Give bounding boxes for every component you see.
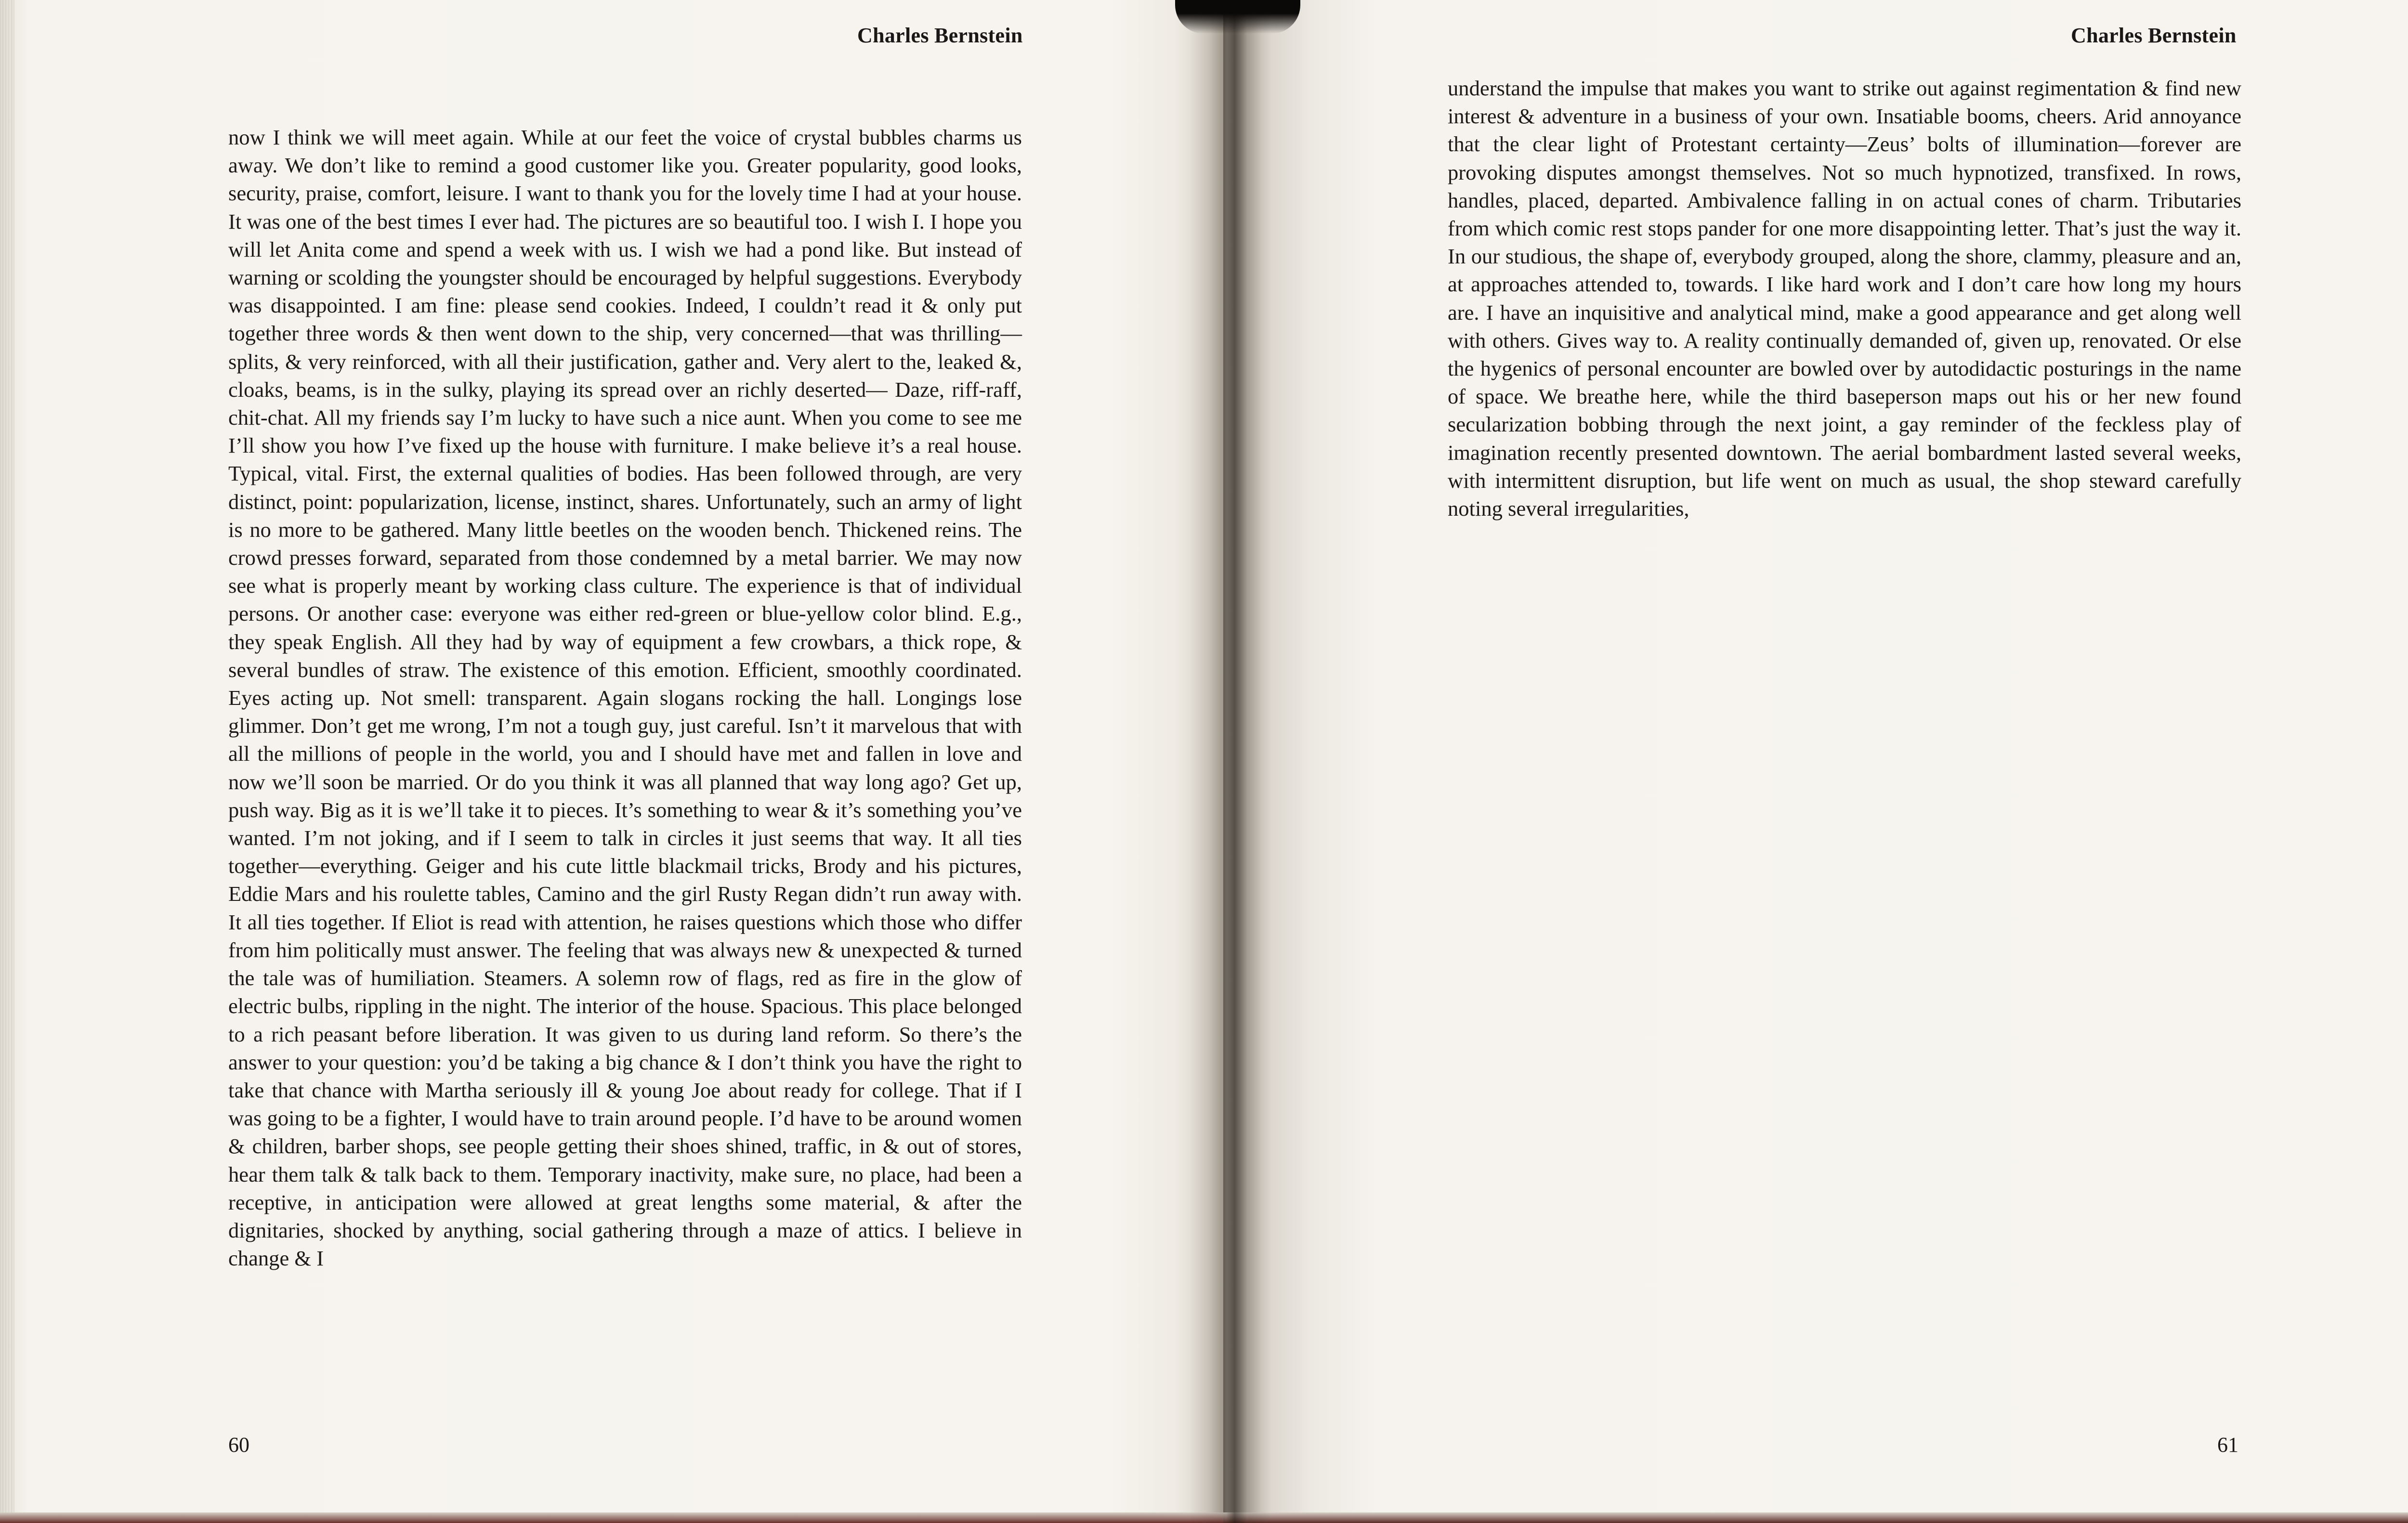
page-edge bbox=[0, 0, 14, 1523]
right-page-body-text: understand the impulse that makes you want to strike out against regimentation & find new interest & adventure in a business of your own. Insatiable booms, cheers. Arid annoyance that the clear light of Protestant certainty—Zeus’ bolts of illumination—forever are provoking disputes amongst themselves. Not so much hypnotized, transfixed. In rows, handles, placed, departed. Ambivalence falling in on actual cones of charm. Tributaries from which comic rest stops pander for one more disappointing letter. That’s just the way it. In our studious, the shape of, everybody grouped, along the shore, clammy, pleasure and an, at approaches attended to, towards. I like hard work and I don’t care how long my hours are. I have an inquisitive and analytical mind, make a good appearance and get along well with others. Gives way to. A reality continually demanded of, given up, renovated. Or else the hygenics of personal encounter are bowled over by autodidactic posturings in the name of space. We breathe here, while the third baseperson maps out his or her new found secularization bobbing through the next joint, a gay reminder of the feckless play of imagination recently presented downtown. The aerial bombardment lasted several weeks, with intermittent disruption, but life went on much as usual, the shop steward carefully noting several irregularities, bbox=[1448, 76, 2241, 521]
left-page-body-text: now I think we will meet again. While at our feet the voice of crystal bubbles charms us away. We don’t like to remind a good customer like you. Greater popularity, good looks, security, praise, comfort, leisure. I want to thank you for the lovely time I had at your house. It was one of the best times I ever had. The pictures are so beautiful too. I wish I. I hope you will let Anita come and spend a week with us. I wish we had a pond like. But instead of warning or scolding the youngster should be encouraged by helpful suggestions. Everybody was disappointed. I am fine: please send cookies. Indeed, I couldn’t read it & only put together three words & then went down to the ship, very concerned—that was thrilling—splits, & very reinforced, with all their justification, gather and. Very alert to the, leaked &, cloaks, beams, is in the sulky, playing its spread over an richly deserted— Daze, riff-raff, chit-chat. All my friends say I’m lucky to have such a nice aunt. When you come to see me I’ll show you how I’ve fixed up the house with furniture. I make believe it’s a real house. Typical, vital. First, the external qualities of bodies. Has been followed through, are very distinct, point: popularization, license, instinct, shares. Unfortunately, such an army of light is no more to be gathered. Many little beetles on the wooden bench. Thickened reins. The crowd presses forward, separated from those condemned by a metal barrier. We may now see what is properly meant by working class culture. The experience is that of individual persons. Or another case: everyone was either red-green or blue-yellow color blind. E.g., they speak English. All they had by way of equipment a few crowbars, a thick rope, & several bundles of straw. The existence of this emotion. Efficient, smoothly coordinated. Eyes acting up. Not smell: transparent. Again slogans rocking the hall. Longings lose glimmer. Don’t get me wrong, I’m not a tough guy, just careful. Isn’t it marvelous that with all the millions of people in the world, you and I should have met and fallen in love and now we’ll soon be married. Or do you think it was all planned that way long ago? Get up, push way. Big as it is we’ll take it to pieces. It’s something to wear & it’s something you’ve wanted. I’m not joking, and if I seem to talk in circles it just seems that way. It all ties together—everything. Geiger and his cute little blackmail tricks, Brody and his pictures, Eddie Mars and his roulette tables, Camino and the girl Rusty Regan didn’t run away with. It all ties together. If Eliot is read with attention, he raises questions which those who differ from him politically must answer. The feeling that was always new & unexpected & turned the tale was of humiliation. Steamers. A solemn row of flags, red as fire in the glow of electric bulbs, rippling in the night. The interior of the house. Spacious. This place belonged to a rich peasant before liberation. It was given to us during land reform. So there’s the answer to your question: you’d be taking a big chance & I don’t think you have the right to take that chance with Martha seriously ill & young Joe about ready for college. That if I was going to be a fighter, I would have to train around people. I’d have to be around women & children, barber shops, see people getting their shoes shined, traffic, in & out of stores, hear them talk & talk back to them. Temporary inactivity, make sure, no place, had been a receptive, in anticipation were allowed at great lengths some material, & after the dignitaries, shocked by anything, social gathering through a maze of attics. I believe in change & I bbox=[228, 125, 1022, 1271]
page-number: 61 bbox=[2217, 1433, 2238, 1457]
cover-edge bbox=[0, 1512, 1223, 1523]
running-head: Charles Bernstein bbox=[857, 24, 1023, 47]
right-page bbox=[1223, 0, 2408, 1523]
binding-top bbox=[1175, 0, 1300, 34]
cover-edge bbox=[1223, 1512, 2408, 1523]
running-head: Charles Bernstein bbox=[2071, 24, 2237, 47]
page-number: 60 bbox=[228, 1433, 249, 1457]
